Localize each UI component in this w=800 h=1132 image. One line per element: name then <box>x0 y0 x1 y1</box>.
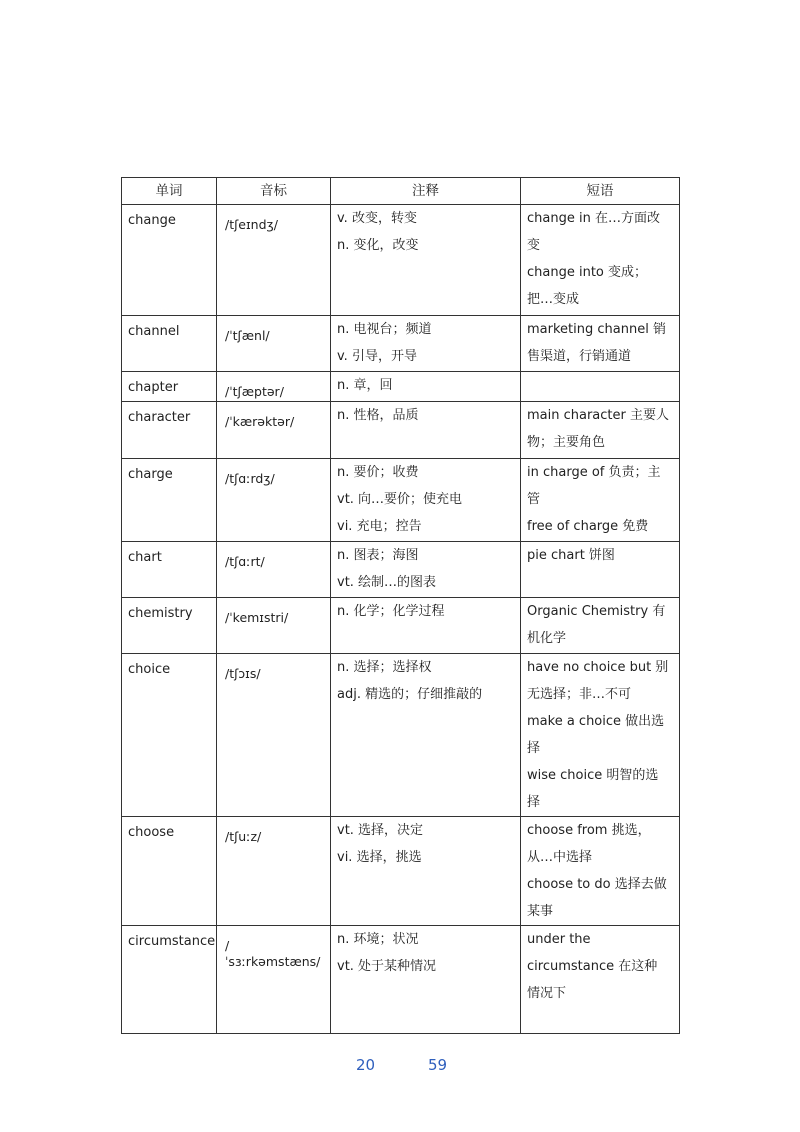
word: choose <box>128 825 175 840</box>
notes-cell <box>331 316 521 372</box>
phrase-line: pie chart 饼图 <box>527 548 615 563</box>
vocabulary-table <box>121 177 680 1034</box>
note-line: n. 性格，品质 <box>337 408 419 423</box>
note-line: n. 要价；收费 <box>337 465 419 480</box>
phrase-line: 情况下 <box>527 986 567 1001</box>
phrase-line: main character 主要人 <box>527 408 669 423</box>
word: chemistry <box>128 606 193 621</box>
notes-cell <box>331 372 521 402</box>
note-line: n. 选择；选择权 <box>337 660 432 675</box>
phonetic: /ˈsɜːrkəmstæns/ <box>225 938 321 969</box>
phrases-cell <box>521 926 680 1034</box>
header-notes: 注释 <box>331 178 521 205</box>
phonetic: /tʃuːz/ <box>225 829 262 844</box>
phrase-line: choose from 挑选， <box>527 823 651 838</box>
word: change <box>128 213 176 228</box>
header-row <box>122 178 680 205</box>
note-line: n. 章，回 <box>337 378 393 393</box>
header-phonetic: 音标 <box>217 178 331 205</box>
note-line: vi. 选择，挑选 <box>337 850 422 865</box>
notes-cell <box>331 654 521 817</box>
phrase-line: free of charge 免费 <box>527 519 649 534</box>
note-line: n. 变化，改变 <box>337 238 419 253</box>
phrases-cell <box>521 205 680 316</box>
word-cell <box>122 542 217 598</box>
note-line: n. 电视台；频道 <box>337 322 432 337</box>
phrase-line: 变 <box>527 238 541 253</box>
note-line: vi. 充电；控告 <box>337 519 422 534</box>
phonetic-cell <box>217 372 331 402</box>
phonetic: /ˈkærəktər/ <box>225 414 295 429</box>
phrase-line: 无选择；非…不可 <box>527 687 632 702</box>
phrase-line: Organic Chemistry 有 <box>527 604 666 619</box>
word: charge <box>128 467 173 482</box>
word: circumstance <box>128 934 216 949</box>
phrase-line: 择 <box>527 795 541 810</box>
phrases-cell <box>521 542 680 598</box>
phrase-line: marketing channel 销 <box>527 322 666 337</box>
notes-cell <box>331 542 521 598</box>
phrase-line: under the <box>527 932 591 947</box>
phrase-line: choose to do 选择去做 <box>527 877 667 892</box>
table-row <box>122 372 680 402</box>
phonetic-cell <box>217 598 331 654</box>
phonetic: /tʃɔɪs/ <box>225 666 261 681</box>
phrases-cell <box>521 316 680 372</box>
footer-number-right: 59 <box>428 1056 448 1074</box>
word: chart <box>128 550 162 565</box>
phonetic-cell <box>217 205 331 316</box>
word-cell <box>122 598 217 654</box>
phrases-cell <box>521 817 680 926</box>
phonetic: /ˈtʃænl/ <box>225 328 270 343</box>
phrase-line: 某事 <box>527 904 554 919</box>
note-line: n. 化学；化学过程 <box>337 604 445 619</box>
word-cell <box>122 654 217 817</box>
phrases-cell <box>521 372 680 402</box>
note-line: n. 图表；海图 <box>337 548 419 563</box>
phrase-line: in charge of 负责；主管 <box>527 465 661 507</box>
phonetic: /ˈkemɪstri/ <box>225 610 289 625</box>
phrase-line: change into 变成； <box>527 265 648 280</box>
table-row <box>122 205 680 316</box>
table-row <box>122 654 680 817</box>
phonetic: /ˈtʃæptər/ <box>225 384 284 399</box>
table-row <box>122 817 680 926</box>
notes-cell <box>331 402 521 459</box>
header-word: 单词 <box>122 178 217 205</box>
table-row <box>122 926 680 1034</box>
word-cell <box>122 205 217 316</box>
phonetic: /tʃɑːrdʒ/ <box>225 471 275 486</box>
phrase-line: 机化学 <box>527 631 567 646</box>
phonetic-cell <box>217 459 331 542</box>
word-cell <box>122 316 217 372</box>
notes-cell <box>331 926 521 1034</box>
phonetic-cell <box>217 402 331 459</box>
table-row <box>122 598 680 654</box>
phrase-line: 把…变成 <box>527 292 580 307</box>
notes-cell <box>331 459 521 542</box>
word: choice <box>128 662 171 677</box>
footer-number-left: 20 <box>356 1056 376 1074</box>
word-cell <box>122 817 217 926</box>
word: channel <box>128 324 180 339</box>
phonetic-cell <box>217 316 331 372</box>
phrases-cell <box>521 598 680 654</box>
phonetic: /tʃɑːrt/ <box>225 554 265 569</box>
phrase-line: 从…中选择 <box>527 850 593 865</box>
word: chapter <box>128 380 179 395</box>
note-line: vt. 向…要价；使充电 <box>337 492 463 507</box>
table-row <box>122 542 680 598</box>
note-line: vt. 选择，决定 <box>337 823 424 838</box>
note-line: n. 环境；状况 <box>337 932 419 947</box>
table-row <box>122 459 680 542</box>
phrase-line: 售渠道，行销通道 <box>527 349 632 364</box>
word-cell <box>122 926 217 1034</box>
phrase-line: 择 <box>527 741 541 756</box>
phonetic-cell <box>217 926 331 1034</box>
word-cell <box>122 372 217 402</box>
note-line: v. 引导，开导 <box>337 349 417 364</box>
phrase-line: wise choice 明智的选 <box>527 768 659 783</box>
phrases-cell <box>521 402 680 459</box>
phonetic-cell <box>217 654 331 817</box>
header-phrases: 短语 <box>521 178 680 205</box>
phonetic-cell <box>217 817 331 926</box>
phrase-line: make a choice 做出选 <box>527 714 665 729</box>
phrase-line: have no choice but 别 <box>527 660 669 675</box>
table-row <box>122 316 680 372</box>
phrases-cell <box>521 654 680 817</box>
phonetic: /tʃeɪndʒ/ <box>225 217 278 232</box>
note-line: v. 改变，转变 <box>337 211 417 226</box>
phrase-line: circumstance 在这种 <box>527 959 658 974</box>
note-line: vt. 绘制…的图表 <box>337 575 437 590</box>
word-cell <box>122 402 217 459</box>
table-row <box>122 402 680 459</box>
phrase-line: 物；主要角色 <box>527 435 606 450</box>
phrases-cell <box>521 459 680 542</box>
phonetic-cell <box>217 542 331 598</box>
note-line: vt. 处于某种情况 <box>337 959 437 974</box>
notes-cell <box>331 598 521 654</box>
word: character <box>128 410 191 425</box>
phrase-line: change in 在…方面改 <box>527 211 660 226</box>
notes-cell <box>331 817 521 926</box>
word-cell <box>122 459 217 542</box>
note-line: adj. 精选的；仔细推敲的 <box>337 687 483 702</box>
notes-cell <box>331 205 521 316</box>
